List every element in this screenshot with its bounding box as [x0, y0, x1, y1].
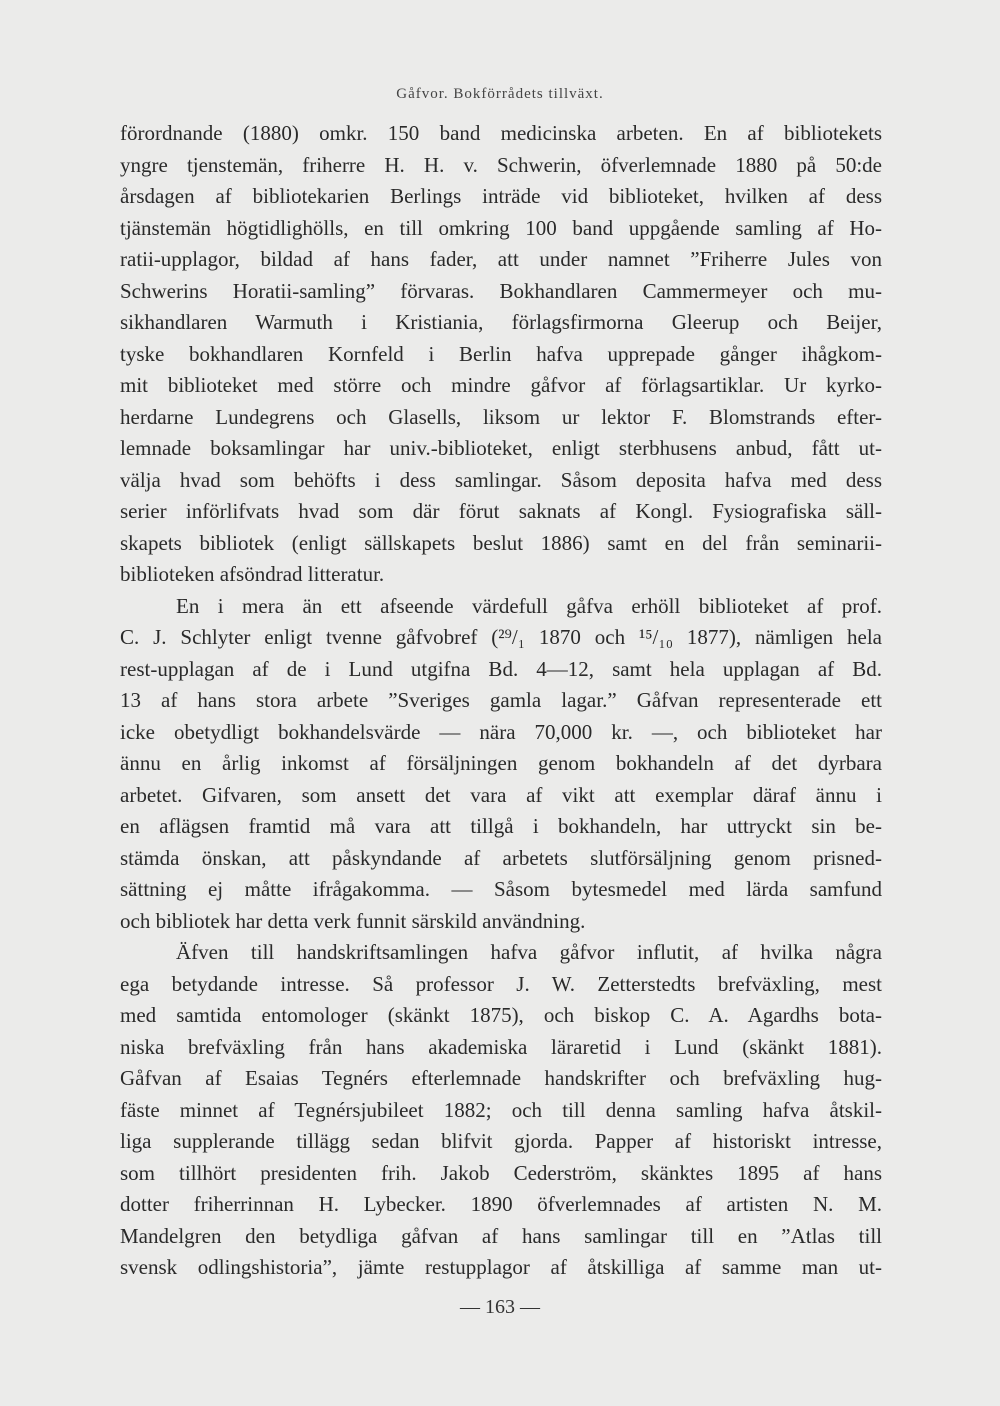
- text-line: mit biblioteket med större och mindre gåfvor af förlagsartiklar. Ur kyrko-: [120, 373, 882, 397]
- text-line: herdarne Lundegrens och Glasells, liksom ur lektor F. Blomstrands efter-: [120, 404, 882, 429]
- text-line: C. J. Schlyter enligt tvenne gåfvobref (²⁹/₁ 1870 och ¹⁵/₁₀ 1877), nämligen hela: [120, 625, 882, 649]
- text-line: En i mera än ett afseende värdefull gåfva erhöll biblioteket af prof.: [176, 593, 882, 618]
- page-number: — 163 —: [460, 1296, 540, 1318]
- text-line: en aflägsen framtid må vara att tillgå i bokhandeln, har uttryckt sin be-: [120, 814, 882, 838]
- text-line: med samtida entomologer (skänkt 1875), och biskop C. A. Agardhs bota-: [120, 1003, 882, 1027]
- text-line: biblioteken afsöndrad litteratur.: [120, 562, 385, 586]
- text-line: Äfven till handskriftsamlingen hafva gåfvor influtit, af hvilka några: [176, 940, 882, 964]
- text-line: yngre tjenstemän, friherre H. H. v. Schwerin, öfverlemnade 1880 på 50:de: [120, 152, 882, 177]
- text-line: skapets bibliotek (enligt sällskapets beslut 1886) samt en del från seminarii-: [120, 530, 882, 555]
- text-line: som tillhört presidenten frih. Jakob Cederström, skänktes 1895 af hans: [120, 1160, 882, 1185]
- text-line: arbetet. Gifvaren, som ansett det vara af vikt att exemplar däraf ännu i: [120, 782, 882, 807]
- text-line: Gåfvan af Esaias Tegnérs efterlemnade handskrifter och brefväxling hug-: [120, 1066, 882, 1090]
- text-line: ratii-upplagor, bildad af hans fader, att under namnet ”Friherre Jules von: [120, 247, 882, 271]
- text-line: årsdagen af bibliotekarien Berlings inträde vid biblioteket, hvilken af dess: [120, 184, 882, 208]
- text-line: stämda önskan, att påskyndande af arbetets slutförsäljning genom prisned-: [120, 845, 882, 870]
- text-line: Schwerins Horatii-samling” förvaras. Bokhandlaren Cammermeyer och mu-: [120, 278, 882, 303]
- text-line: tyske bokhandlaren Kornfeld i Berlin hafva upprepade gånger ihågkom-: [120, 341, 882, 366]
- text-line: sättning ej måtte ifrågakomma. — Såsom bytesmedel med lärda samfund: [120, 877, 882, 901]
- text-line: dotter friherrinnan H. Lybecker. 1890 öfverlemnades af artisten N. M.: [120, 1192, 882, 1216]
- text-line: och bibliotek har detta verk funnit särskild användning.: [120, 908, 586, 933]
- text-line: ega betydande intresse. Så professor J. W. Zetterstedts brefväxling, mest: [120, 971, 882, 996]
- text-line: rest-upplagan af de i Lund utgifna Bd. 4—12, samt hela upplagan af Bd.: [120, 656, 882, 681]
- text-line: svensk odlingshistoria”, jämte restupplagor af åtskilliga af samme man ut-: [120, 1255, 882, 1279]
- text-line: välja hvad som behöfts i dess samlingar. Såsom deposita hafva med dess: [120, 467, 882, 492]
- text-line: lemnade boksamlingar har univ.-biblioteket, enligt sterbhusens anbud, fått ut-: [120, 436, 882, 460]
- text-line: Mandelgren den betydliga gåfvan af hans samlingar till en ”Atlas till: [120, 1223, 882, 1248]
- text-line: serier införlifvats hvad som där förut saknats af Kongl. Fysiografiska säll-: [120, 499, 882, 523]
- body-text: [120, 118, 882, 1284]
- text-line: 13 af hans stora arbete ”Sveriges gamla lagar.” Gåfvan representerade ett: [120, 688, 882, 712]
- text-line: fäste minnet af Tegnérsjubileet 1882; och till denna samling hafva åtskil-: [120, 1097, 882, 1122]
- text-line: tjänstemän högtidlighölls, en till omkring 100 band uppgående samling af Ho-: [120, 215, 882, 240]
- running-head: Gåfvor. Bokförrådets tillväxt.: [396, 86, 604, 102]
- text-line: icke obetydligt bokhandelsvärde — nära 70,000 kr. —, och biblioteket har: [120, 719, 882, 744]
- text-line: niska brefväxling från hans akademiska läraretid i Lund (skänkt 1881).: [120, 1034, 882, 1059]
- text-line: sikhandlaren Warmuth i Kristiania, förlagsfirmorna Gleerup och Beijer,: [120, 310, 882, 334]
- text-line: liga supplerande tillägg sedan blifvit gjorda. Papper af historiskt intresse,: [120, 1129, 882, 1153]
- text-line: ännu en årlig inkomst af försäljningen genom bokhandeln af det dyrbara: [120, 751, 882, 775]
- text-line: förordnande (1880) omkr. 150 band medicinska arbeten. En af bibliotekets: [120, 121, 882, 145]
